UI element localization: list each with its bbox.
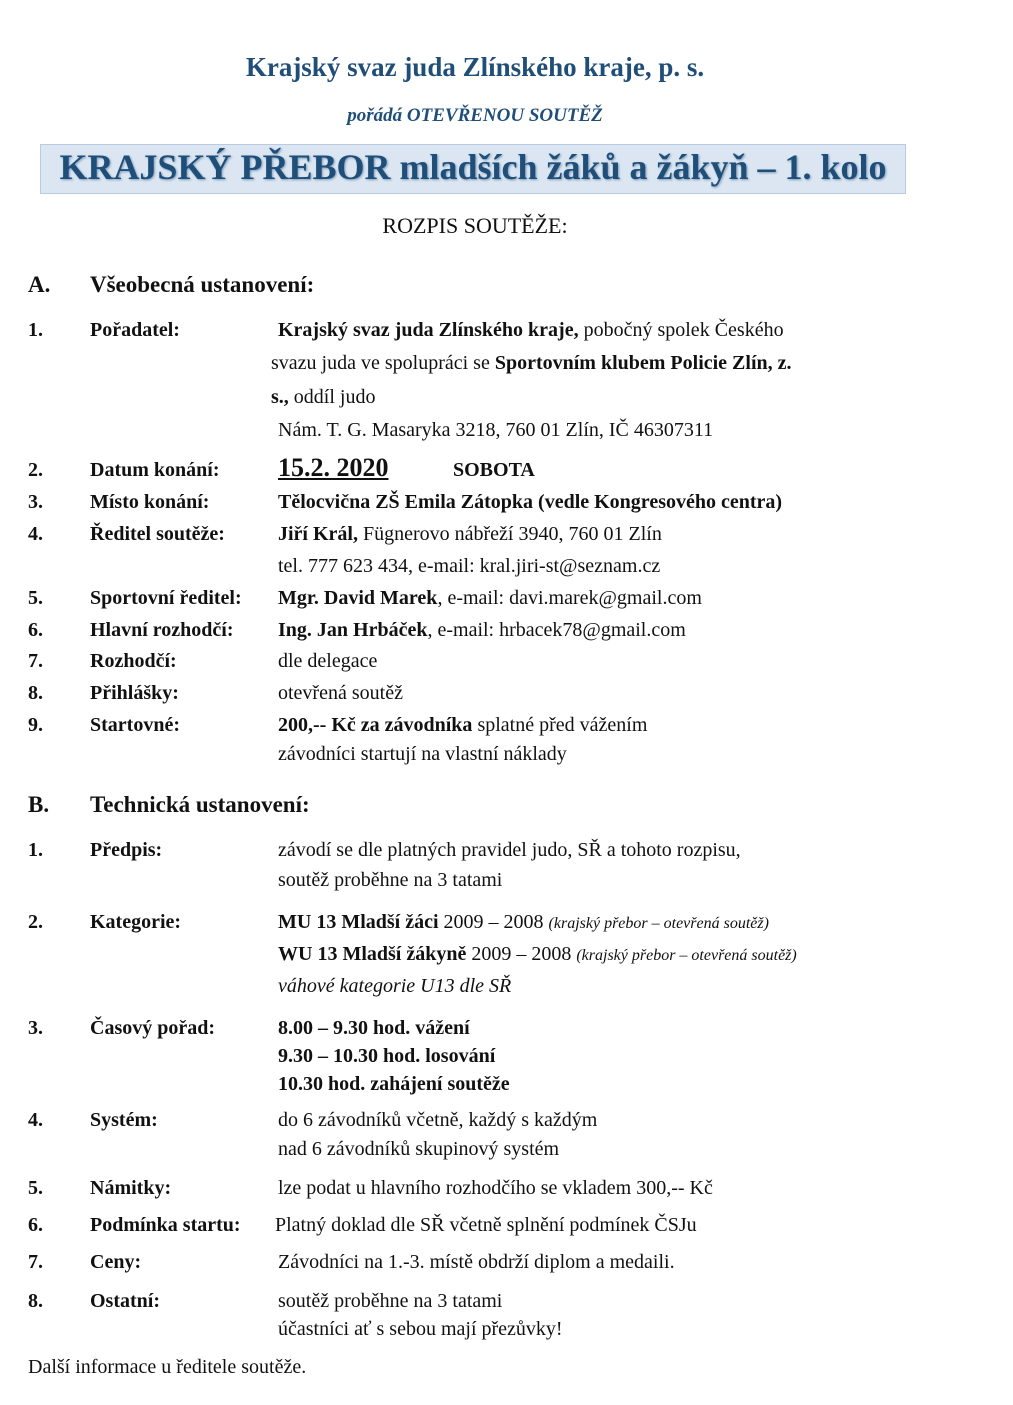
item-label: Předpis:	[90, 839, 163, 861]
item-label: Rozhodčí:	[90, 650, 177, 672]
section-a-letter: A.	[28, 272, 51, 297]
item-value: do 6 závodníků včetně, každý s každým	[278, 1109, 598, 1131]
item-value	[271, 386, 375, 409]
item-number: 8.	[28, 682, 43, 704]
item-value: váhové kategorie U13 dle SŘ	[278, 975, 512, 997]
value-bold: s.,	[271, 386, 289, 408]
item-number: 3.	[28, 1017, 43, 1039]
item-value: Tělocvična ZŠ Emila Zátopka (vedle Kongresového centra)	[278, 491, 783, 513]
rozpis-heading: ROZPIS SOUTĚŽE:	[382, 213, 568, 238]
section-a-title: Všeobecná ustanovení:	[90, 272, 315, 297]
item-value: Platný doklad dle SŘ včetně splnění podmínek ČSJu	[275, 1214, 697, 1236]
item-number: 4.	[28, 1109, 43, 1131]
page-title: KRAJSKÝ PŘEBOR mladších žáků a žákyň – 1. kolo	[59, 147, 887, 187]
item-number: 5.	[28, 587, 43, 609]
organization-name: Krajský svaz juda Zlínského kraje, p. s.	[245, 52, 705, 82]
item-value: účastníci ať s sebou mají přezůvky!	[278, 1318, 563, 1340]
value-text: Fügnerovo nábřeží 3940, 760 01 Zlín	[357, 523, 662, 545]
value-note: (krajský přebor – otevřená soutěž)	[548, 915, 769, 932]
value-text: pobočný spolek Českého	[578, 319, 784, 341]
value-bold: MU 13 Mladší žáci	[278, 911, 439, 933]
item-number: 8.	[28, 1290, 43, 1312]
item-label: Ceny:	[90, 1251, 142, 1273]
item-label: Startovné:	[90, 714, 180, 736]
item-value: soutěž proběhne na 3 tatami	[278, 1290, 503, 1312]
item-label: Systém:	[90, 1109, 158, 1131]
item-number: 2.	[28, 911, 43, 933]
value-text: , e-mail: davi.marek@gmail.com	[437, 587, 702, 609]
item-label: Místo konání:	[90, 491, 210, 513]
item-label: Časový pořad:	[90, 1017, 216, 1039]
item-value: nad 6 závodníků skupinový systém	[278, 1138, 560, 1160]
value-text: splatné před vážením	[472, 714, 648, 736]
item-value	[278, 319, 784, 342]
item-number: 7.	[28, 650, 43, 672]
value-text: svazu juda ve spolupráci se	[271, 352, 495, 374]
item-value: tel. 777 623 434, e-mail: kral.jiri-st@seznam.cz	[278, 555, 661, 577]
item-label: Podmínka startu:	[90, 1214, 241, 1236]
item-label: Hlavní rozhodčí:	[90, 619, 234, 641]
item-label: Ostatní:	[90, 1290, 160, 1312]
item-value: závodníci startují na vlastní náklady	[278, 743, 567, 765]
item-number: 9.	[28, 714, 43, 736]
item-value	[278, 943, 797, 966]
item-value: dle delegace	[278, 650, 378, 672]
event-day: SOBOTA	[453, 459, 535, 481]
item-label: Pořadatel:	[90, 319, 180, 341]
item-label: Ředitel soutěže:	[90, 523, 225, 545]
footer-note: Další informace u ředitele soutěže.	[28, 1356, 307, 1378]
item-number: 1.	[28, 319, 43, 341]
value-note: (krajský přebor – otevřená soutěž)	[576, 947, 797, 964]
item-label: Kategorie:	[90, 911, 182, 933]
item-value: Nám. T. G. Masaryka 3218, 760 01 Zlín, IČ 46307311	[278, 419, 714, 441]
item-value	[278, 587, 702, 610]
item-value: lze podat u hlavního rozhodčího se vkladem 300,-- Kč	[278, 1177, 713, 1199]
item-label: Sportovní ředitel:	[90, 587, 242, 609]
subtitle: pořádá OTEVŘENOU SOUTĚŽ	[347, 105, 603, 126]
value-text: 2009 – 2008	[466, 943, 577, 965]
item-number: 6.	[28, 1214, 43, 1236]
item-value	[278, 714, 647, 737]
value-text: , e-mail: hrbacek78@gmail.com	[427, 619, 686, 641]
item-value	[278, 911, 769, 934]
item-label: Přihlášky:	[90, 682, 179, 704]
value-bold: WU 13 Mladší žákyně	[278, 943, 467, 965]
item-value: závodí se dle platných pravidel judo, SŘ a tohoto rozpisu,	[278, 839, 741, 861]
section-b-letter: B.	[28, 792, 50, 817]
item-number: 2.	[28, 459, 43, 481]
item-value: 10.30 hod. zahájení soutěže	[278, 1073, 510, 1095]
item-value: soutěž proběhne na 3 tatami	[278, 869, 503, 891]
value-bold: Jiří Král,	[278, 523, 358, 545]
item-label: Námitky:	[90, 1177, 172, 1199]
value-text: 2009 – 2008	[438, 911, 549, 933]
value-bold: Krajský svaz juda Zlínského kraje,	[278, 319, 579, 341]
item-value: Závodníci na 1.-3. místě obdrží diplom a medaili.	[278, 1251, 675, 1273]
item-value	[278, 523, 662, 546]
value-bold: Ing. Jan Hrbáček	[278, 619, 428, 641]
item-value: otevřená soutěž	[278, 682, 403, 704]
item-label: Datum konání:	[90, 459, 220, 481]
value-bold: Mgr. David Marek	[278, 587, 438, 609]
item-number: 5.	[28, 1177, 43, 1199]
item-number: 4.	[28, 523, 43, 545]
section-b-title: Technická ustanovení:	[90, 792, 310, 817]
item-number: 3.	[28, 491, 43, 513]
item-value	[271, 352, 792, 375]
item-number: 1.	[28, 839, 43, 861]
item-number: 6.	[28, 619, 43, 641]
value-bold: 200,-- Kč za závodníka	[278, 714, 473, 736]
item-value	[278, 619, 686, 642]
item-value: 9.30 – 10.30 hod. losování	[278, 1045, 496, 1067]
item-number: 7.	[28, 1251, 43, 1273]
event-date: 15.2. 2020	[278, 453, 389, 482]
value-text: oddíl judo	[288, 386, 376, 408]
item-value: 8.00 – 9.30 hod. vážení	[278, 1017, 470, 1039]
value-bold: Sportovním klubem Policie Zlín, z.	[494, 352, 792, 374]
